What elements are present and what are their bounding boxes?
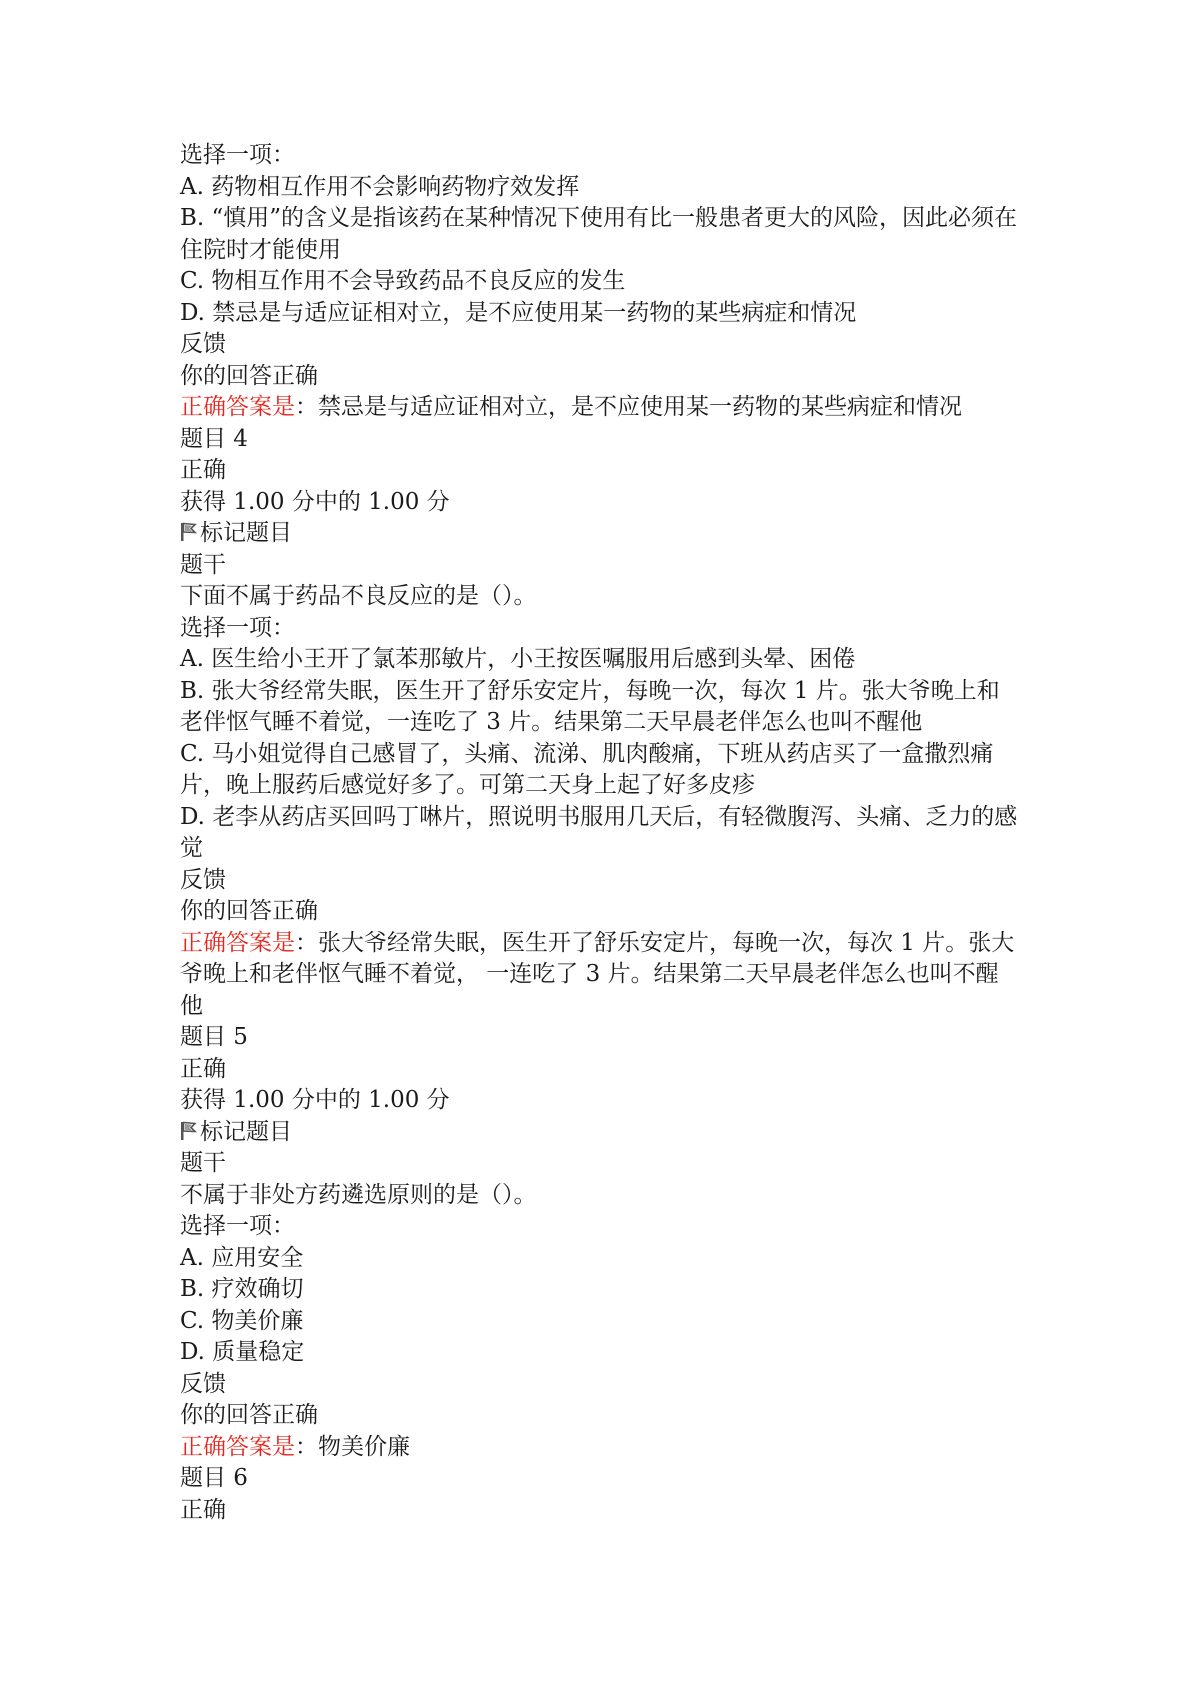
stem-label: 题干 — [180, 551, 226, 578]
flag-question[interactable] — [180, 518, 1020, 550]
feedback-label: 反馈 — [180, 331, 226, 357]
option-c: C. 物美价廉 — [180, 1307, 304, 1334]
option-b: B. “慎用”的含义是指该药在某种情况下使用有比一般患者更大的风险，因此必须在住院时才能使用 — [180, 205, 1018, 263]
choose-one-label: 选择一项： — [180, 142, 295, 168]
question-text: 不属于非处方药遴选原则的是（）。 — [180, 1181, 537, 1208]
question-score: 获得 1.00 分中的 1.00 分 — [180, 488, 450, 515]
correct-answer-prefix: 正确答案是 — [180, 394, 295, 420]
correct-answer — [180, 392, 1020, 424]
option-c: C. 物相互作用不会导致药品不良反应的发生 — [180, 268, 626, 294]
option-d: D. 禁忌是与适应证相对立，是不应使用某一药物的某些病症和情况 — [180, 299, 857, 326]
stem-label: 题干 — [180, 1150, 226, 1176]
option-b: B. 疗效确切 — [180, 1276, 304, 1302]
flag-icon[interactable] — [180, 522, 198, 542]
question-status: 正确 — [180, 1055, 226, 1082]
option-a: A. 医生给小王开了氯苯那敏片，小王按医嘱服用后感到头晕、困倦 — [180, 646, 856, 672]
feedback-label: 反馈 — [180, 866, 226, 893]
your-answer-status: 你的回答正确 — [180, 898, 318, 924]
question-score: 获得 1.00 分中的 1.00 分 — [180, 1087, 450, 1113]
option-a: A. 药物相互作用不会影响药物疗效发挥 — [180, 173, 580, 200]
question-text: 下面不属于药品不良反应的是（）。 — [180, 583, 537, 609]
correct-answer-text: ：张大爷经常失眠，医生开了舒乐安定片，每晚一次，每次 1 片。张大爷晚上和老伴怄气睡不着觉， 一连吃了 3 片。结果第二天早晨老伴怎么也叫不醒他 — [180, 929, 1015, 1019]
correct-answer — [180, 928, 1020, 1023]
flag-label[interactable]: 标记题目 — [200, 1118, 292, 1145]
question-title: 题目 5 — [180, 1024, 248, 1050]
flag-icon[interactable] — [180, 1121, 198, 1141]
choose-one-label: 选择一项： — [180, 614, 295, 641]
choose-one-label: 选择一项： — [180, 1213, 295, 1239]
option-c: C. 马小姐觉得自己感冒了，头痛、流涕、肌肉酸痛，下班从药店买了一盒撒烈痛片，晚上服药后感觉好多了。可第二天身上起了好多皮疹 — [180, 740, 994, 798]
correct-answer-text: ：物美价廉 — [295, 1433, 410, 1460]
feedback-label: 反馈 — [180, 1370, 226, 1397]
correct-answer-prefix: 正确答案是 — [180, 929, 295, 956]
question-title: 题目 6 — [180, 1465, 248, 1491]
your-answer-status: 你的回答正确 — [180, 362, 318, 389]
question-status: 正确 — [180, 457, 226, 483]
question-status: 正确 — [180, 1496, 226, 1523]
correct-answer-prefix: 正确答案是 — [180, 1433, 295, 1460]
question-title: 题目 4 — [180, 425, 248, 452]
correct-answer — [180, 1432, 1020, 1464]
correct-answer-text: ：禁忌是与适应证相对立，是不应使用某一药物的某些病症和情况 — [295, 394, 962, 420]
option-d: D. 老李从药店买回吗丁啉片，照说明书服用几天后，有轻微腹泻、头痛、乏力的感觉 — [180, 803, 1018, 861]
flag-question[interactable] — [180, 1117, 1020, 1149]
flag-label[interactable]: 标记题目 — [200, 520, 292, 546]
option-a: A. 应用安全 — [180, 1244, 304, 1271]
option-b: B. 张大爷经常失眠，医生开了舒乐安定片，每晚一次，每次 1 片。张大爷晚上和老伴怄气睡不着觉，一连吃了 3 片。结果第二天早晨老伴怎么也叫不醒他 — [180, 677, 1000, 735]
your-answer-status: 你的回答正确 — [180, 1402, 318, 1428]
option-d: D. 质量稳定 — [180, 1339, 305, 1365]
document-page — [180, 140, 1020, 1526]
